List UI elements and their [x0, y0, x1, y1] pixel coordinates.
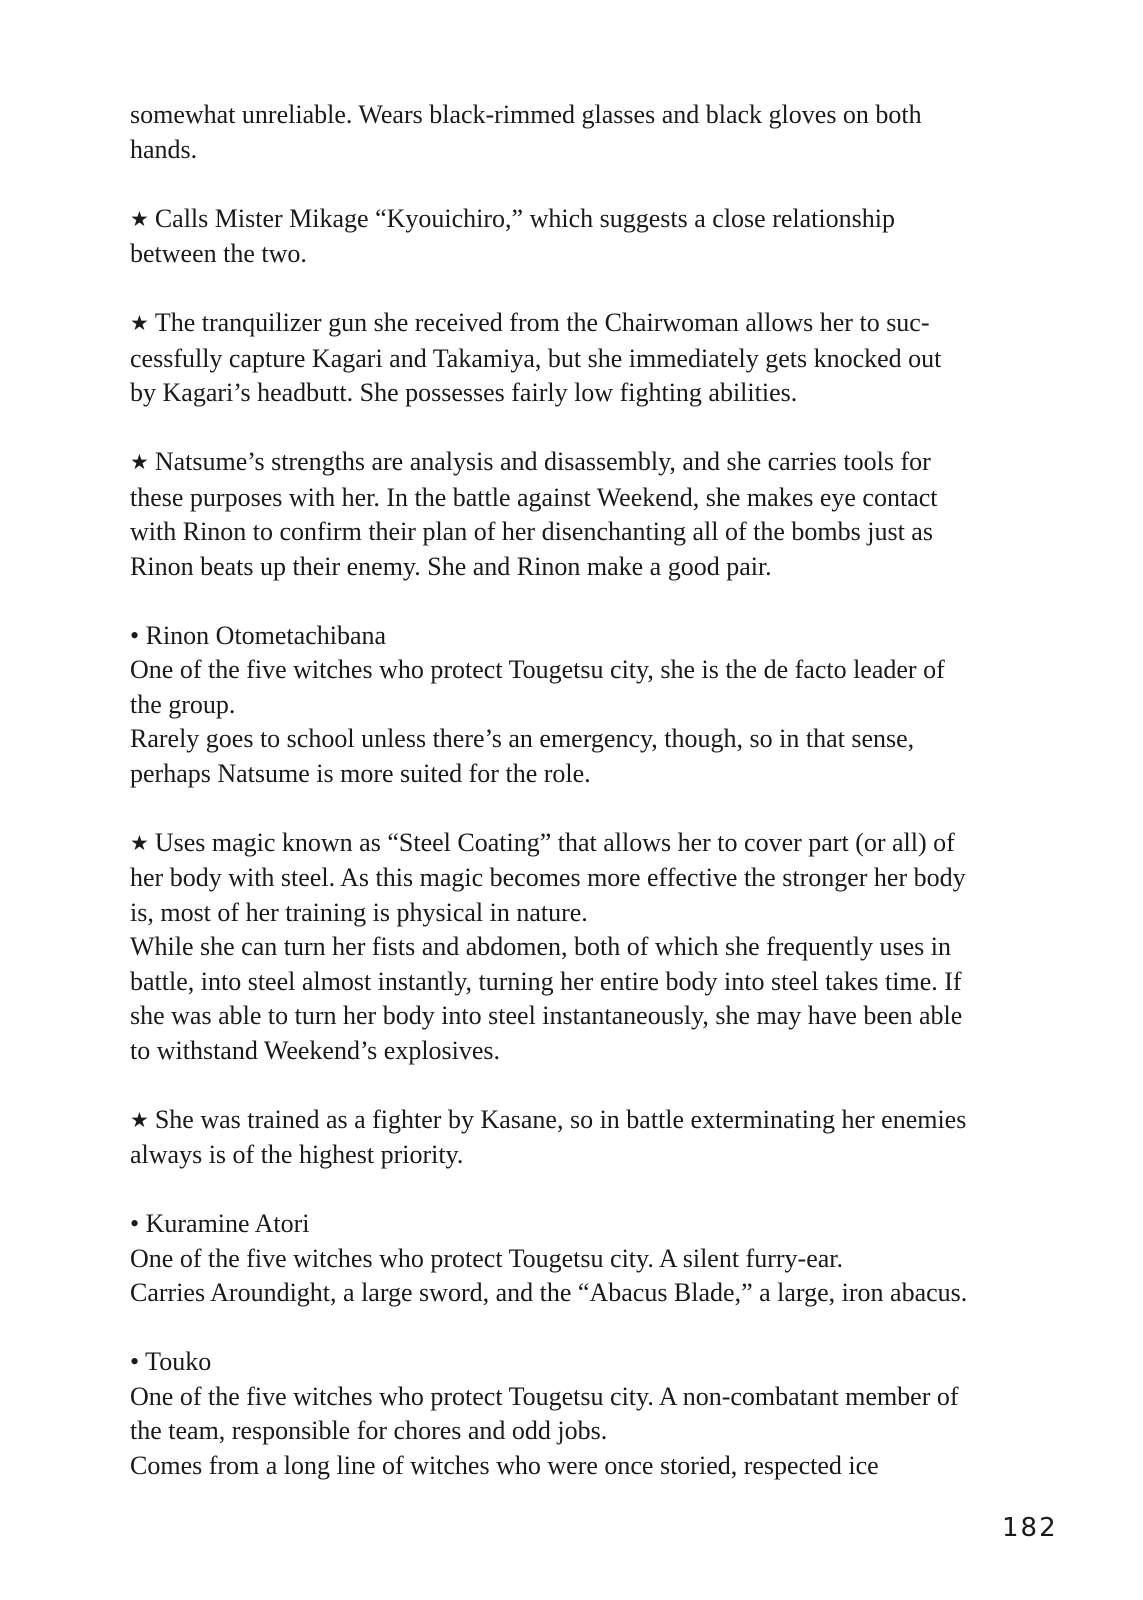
- paragraph: [130, 306, 1070, 411]
- text-line: [130, 826, 1070, 862]
- star-icon: ★: [130, 830, 149, 855]
- line-text: the team, responsible for chores and odd jobs.: [130, 1416, 608, 1445]
- text-line: [130, 653, 1070, 688]
- line-text: Carries Aroundight, a large sword, and the “Abacus Blade,” a large, iron abacus.: [130, 1278, 968, 1307]
- line-text: battle, into steel almost instantly, turning her entire body into steel takes time. If: [130, 966, 962, 996]
- text-line: [130, 965, 1070, 1000]
- text-line: [130, 237, 1070, 272]
- text-line: [130, 515, 1070, 550]
- text-line: [130, 757, 1070, 792]
- paragraph: [130, 445, 1070, 584]
- text-line: [130, 481, 1070, 516]
- line-text: the group.: [130, 689, 236, 719]
- line-text: is, most of her training is physical in nature.: [130, 897, 588, 927]
- text-line: [130, 1103, 1070, 1139]
- text-line: [130, 550, 1070, 585]
- paragraph: [130, 1345, 1070, 1483]
- text-line: [130, 133, 1070, 168]
- line-text: always is of the highest priority.: [130, 1140, 464, 1169]
- line-text: by Kagari’s headbutt. She possesses fairly low fighting abilities.: [130, 378, 798, 407]
- text-line: [130, 722, 1070, 757]
- line-text: Uses magic known as “Steel Coating” that allows her to cover part (or all) of: [154, 827, 955, 857]
- paragraph: [130, 826, 1070, 1069]
- paragraph: [130, 202, 1070, 272]
- star-icon: ★: [130, 311, 149, 335]
- line-text: with Rinon to confirm their plan of her disenchanting all of the bombs just as: [130, 517, 933, 546]
- line-text: she was able to turn her body into steel instantaneously, she may have been able: [130, 1001, 963, 1030]
- line-text: Rinon beats up their enemy. She and Rinon make a good pair.: [130, 551, 772, 581]
- line-text: • Rinon Otometachibana: [130, 620, 387, 650]
- line-text: One of the five witches who protect Tougetsu city, she is the de facto leader of: [130, 655, 945, 684]
- paragraph: [130, 1207, 1070, 1311]
- paragraph: [130, 619, 1070, 792]
- text-line: [130, 999, 1070, 1034]
- text-line: [130, 1138, 1070, 1173]
- line-text: these purposes with her. In the battle against Weekend, she makes eye contact: [130, 482, 938, 512]
- text-line: [130, 342, 1070, 377]
- line-text: One of the five witches who protect Tougetsu city. A silent furry-ear.: [130, 1243, 843, 1273]
- paragraph: [130, 98, 1070, 167]
- text-line: [130, 619, 1070, 654]
- line-text: One of the five witches who protect Tougetsu city. A non-combatant member of: [130, 1381, 959, 1411]
- line-text: Comes from a long line of witches who were once storied, respected ice: [130, 1450, 879, 1480]
- star-icon: ★: [130, 206, 149, 231]
- line-text: between the two.: [130, 239, 307, 268]
- text-line: [130, 1449, 1070, 1484]
- text-line: [130, 306, 1070, 342]
- text-line: [130, 1276, 1070, 1311]
- line-text: Calls Mister Mikage “Kyouichiro,” which suggests a close relationship: [154, 203, 895, 233]
- page-number: 182: [1002, 1513, 1058, 1543]
- line-text: her body with steel. As this magic becomes more effective the stronger her body: [130, 863, 966, 892]
- line-text: While she can turn her fists and abdomen, both of which she frequently uses in: [130, 932, 951, 961]
- text-line: [130, 1414, 1070, 1449]
- line-text: cessfully capture Kagari and Takamiya, but she immediately gets knocked out: [130, 343, 942, 373]
- text-line: [130, 1345, 1070, 1380]
- text-line: [130, 445, 1070, 481]
- line-text: Rarely goes to school unless there’s an emergency, though, so in that sense,: [130, 724, 915, 753]
- text-line: [130, 1207, 1070, 1242]
- text-line: [130, 930, 1070, 965]
- line-text: perhaps Natsume is more suited for the role.: [130, 758, 591, 788]
- line-text: • Kuramine Atori: [130, 1209, 310, 1238]
- text-line: [130, 1242, 1070, 1277]
- text-line: [130, 1380, 1070, 1415]
- body-text: [130, 98, 1070, 1518]
- line-text: • Touko: [130, 1347, 212, 1376]
- line-text: Natsume’s strengths are analysis and disassembly, and she carries tools for: [154, 447, 931, 476]
- text-line: [130, 202, 1070, 238]
- line-text: somewhat unreliable. Wears black-rimmed glasses and black gloves on both: [130, 100, 922, 129]
- line-text: She was trained as a fighter by Kasane, so in battle exterminating her enemies: [154, 1104, 967, 1134]
- text-line: [130, 376, 1070, 411]
- text-line: [130, 896, 1070, 931]
- paragraph: [130, 1103, 1070, 1173]
- text-line: [130, 861, 1070, 896]
- line-text: to withstand Weekend’s explosives.: [130, 1035, 501, 1065]
- star-icon: ★: [130, 450, 149, 474]
- text-line: [130, 688, 1070, 723]
- text-line: [130, 98, 1070, 133]
- line-text: The tranquilizer gun she received from the Chairwoman allows her to suc-: [154, 308, 930, 337]
- text-line: [130, 1034, 1070, 1069]
- line-text: hands.: [130, 134, 198, 164]
- star-icon: ★: [130, 1107, 149, 1132]
